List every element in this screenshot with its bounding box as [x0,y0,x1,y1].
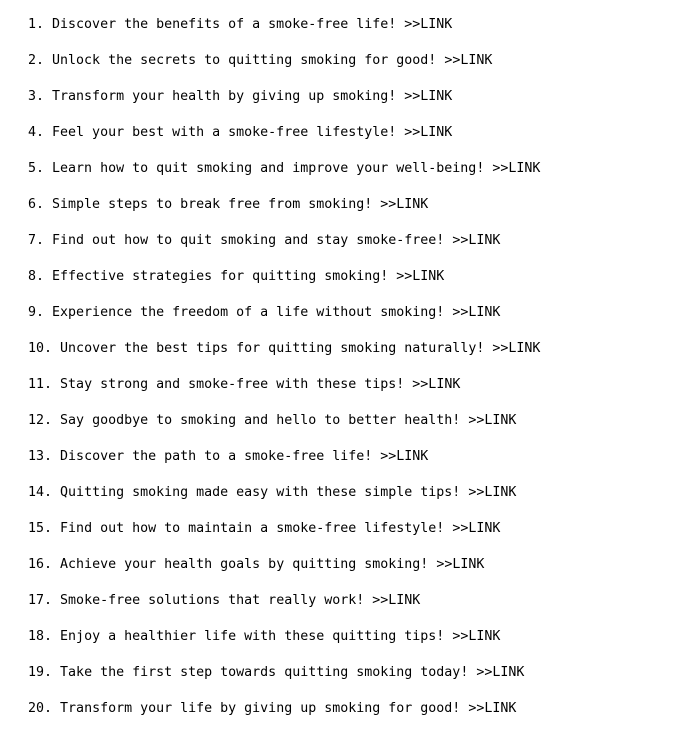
list-item [28,15,685,51]
item-text: Uncover the best tips for quitting smoking naturally! [60,341,485,356]
item-link[interactable]: >>LINK [380,449,429,464]
item-number: 5. [28,161,45,176]
item-link[interactable]: >>LINK [404,125,453,140]
item-number: 8. [28,269,45,284]
item-link[interactable]: >>LINK [468,701,517,716]
list-item [28,267,685,303]
list-item [28,303,685,339]
item-number: 17. [28,593,53,608]
item-text: Simple steps to break free from smoking! [52,197,373,212]
item-number: 20. [28,701,53,716]
item-link[interactable]: >>LINK [468,413,517,428]
list-item [28,627,685,663]
item-link[interactable]: >>LINK [412,377,461,392]
item-text: Quitting smoking made easy with these simple tips! [60,485,461,500]
item-link[interactable]: >>LINK [380,197,429,212]
item-text: Enjoy a healthier life with these quitting tips! [60,629,445,644]
item-number: 4. [28,125,45,140]
item-text: Transform your health by giving up smoking! [52,89,397,104]
list-item [28,519,685,555]
headline-list [28,15,685,735]
item-text: Stay strong and smoke-free with these tips! [60,377,405,392]
item-text: Achieve your health goals by quitting smoking! [60,557,429,572]
item-text: Unlock the secrets to quitting smoking for good! [52,53,437,68]
item-text: Feel your best with a smoke-free lifestyle! [52,125,397,140]
item-text: Experience the freedom of a life without smoking! [52,305,445,320]
item-text: Take the first step towards quitting smoking today! [60,665,469,680]
item-text: Transform your life by giving up smoking for good! [60,701,461,716]
item-text: Say goodbye to smoking and hello to better health! [60,413,461,428]
item-link[interactable]: >>LINK [452,233,501,248]
item-number: 12. [28,413,53,428]
list-item [28,123,685,159]
item-number: 9. [28,305,45,320]
item-link[interactable]: >>LINK [444,53,493,68]
item-number: 15. [28,521,53,536]
item-number: 11. [28,377,53,392]
list-item [28,699,685,735]
item-number: 2. [28,53,45,68]
item-number: 19. [28,665,53,680]
item-link[interactable]: >>LINK [452,629,501,644]
item-text: Find out how to quit smoking and stay smoke-free! [52,233,445,248]
list-item [28,159,685,195]
list-item [28,339,685,375]
list-item [28,555,685,591]
item-number: 7. [28,233,45,248]
item-number: 3. [28,89,45,104]
item-link[interactable]: >>LINK [452,305,501,320]
item-text: Discover the path to a smoke-free life! [60,449,373,464]
item-number: 1. [28,17,45,32]
item-link[interactable]: >>LINK [492,341,541,356]
item-link[interactable]: >>LINK [436,557,485,572]
item-text: Find out how to maintain a smoke-free lifestyle! [60,521,445,536]
list-item [28,231,685,267]
item-text: Smoke-free solutions that really work! [60,593,365,608]
list-item [28,591,685,627]
item-number: 18. [28,629,53,644]
item-number: 13. [28,449,53,464]
item-link[interactable]: >>LINK [404,17,453,32]
item-link[interactable]: >>LINK [372,593,421,608]
list-item [28,411,685,447]
list-item [28,483,685,519]
item-link[interactable]: >>LINK [452,521,501,536]
list-item [28,663,685,699]
list-item [28,51,685,87]
item-link[interactable]: >>LINK [476,665,525,680]
item-text: Effective strategies for quitting smoking! [52,269,389,284]
item-link[interactable]: >>LINK [404,89,453,104]
list-item [28,375,685,411]
list-item [28,447,685,483]
item-number: 16. [28,557,53,572]
list-item [28,87,685,123]
item-link[interactable]: >>LINK [468,485,517,500]
item-number: 14. [28,485,53,500]
item-link[interactable]: >>LINK [396,269,445,284]
item-text: Learn how to quit smoking and improve your well-being! [52,161,485,176]
item-link[interactable]: >>LINK [492,161,541,176]
list-item [28,195,685,231]
item-number: 6. [28,197,45,212]
item-number: 10. [28,341,53,356]
item-text: Discover the benefits of a smoke-free life! [52,17,397,32]
